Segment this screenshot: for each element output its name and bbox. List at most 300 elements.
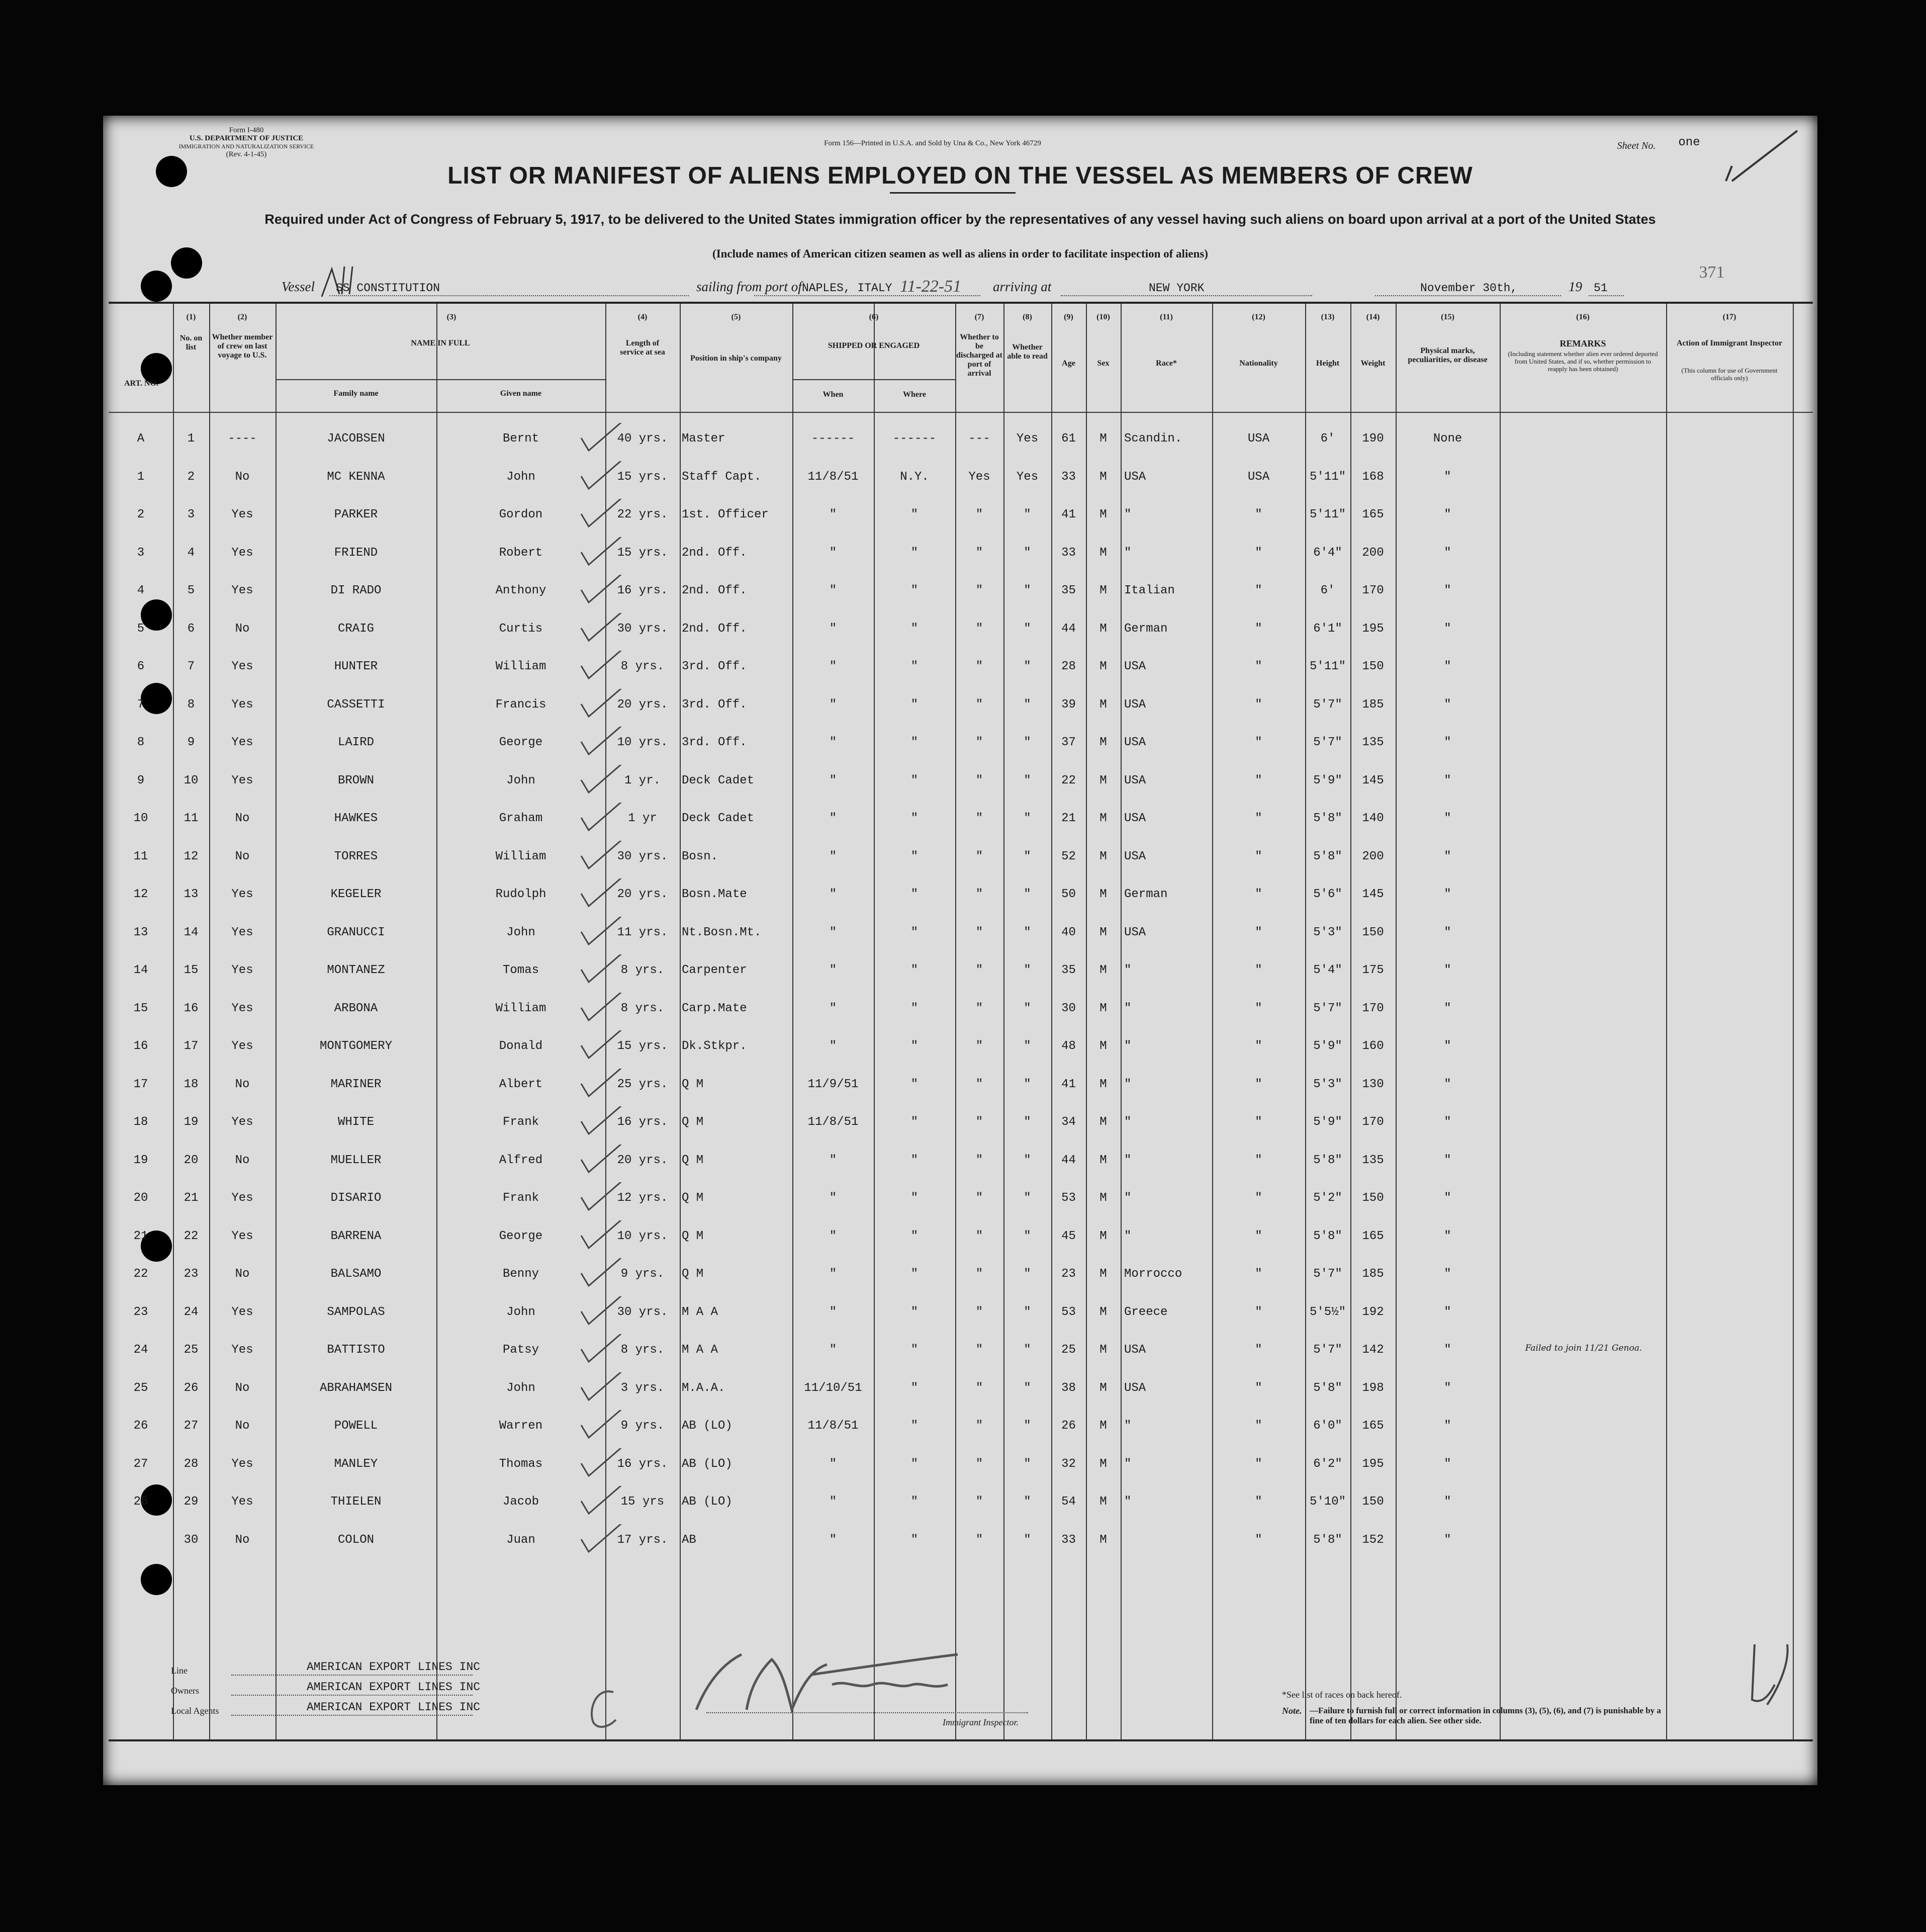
inspector-rule [706,1712,1028,1713]
weight-cell: 195 [1362,622,1384,636]
age-cell: 26 [1061,1419,1076,1433]
list-no-cell: 26 [184,1381,199,1395]
art-no-cell: 27 [133,1457,148,1471]
weight-cell: 195 [1362,1457,1384,1471]
col-able-to-read: Whether able to read [1007,343,1048,361]
able-to-read-cell: " [1024,546,1031,560]
weight-cell: 130 [1362,1077,1384,1091]
sex-cell: M [1099,963,1107,977]
race-cell: USA [1124,697,1146,712]
arrival-date-line [1375,295,1561,296]
weight-cell: 150 [1362,925,1384,939]
age-cell: 35 [1061,963,1076,977]
able-to-read-cell: " [1024,1153,1031,1167]
given-name-cell: Bernt [502,432,539,446]
nationality-cell: " [1255,1419,1262,1433]
col-num-9: (9) [1064,313,1073,321]
position-cell: 2nd. Off. [682,584,747,597]
list-no-cell: 17 [184,1039,199,1053]
given-name-cell: Warren [499,1419,543,1433]
nationality-cell: " [1255,1457,1262,1471]
able-to-read-cell: " [1024,1343,1031,1357]
art-no-cell: 10 [133,812,148,825]
race-cell: USA [1124,1381,1146,1395]
list-no-cell: 18 [184,1077,199,1091]
able-to-read-cell: " [1024,1381,1031,1395]
list-no-cell: 2 [187,470,195,484]
discharged-cell: " [975,1153,983,1167]
age-cell: 25 [1061,1343,1076,1357]
family-name-cell: DI RADO [330,584,382,597]
vessel-name-line [329,295,689,296]
nationality-cell: " [1255,1191,1262,1205]
height-cell: 5'11" [1309,508,1346,521]
family-name-cell: ABRAHAMSEN [319,1381,393,1395]
sex-cell: M [1099,1419,1107,1433]
race-cell: German [1124,888,1168,901]
art-no-cell: 1 [137,470,145,484]
able-to-read-cell: " [1024,508,1031,521]
owners-company-rule [231,1695,473,1696]
weight-cell: 150 [1362,660,1384,673]
able-to-read-cell: " [1024,1495,1031,1509]
weight-cell: 165 [1362,1419,1384,1433]
physical-marks-cell: " [1444,697,1451,712]
race-cell: USA [1124,736,1146,749]
nationality-cell: " [1255,849,1262,863]
art-no-cell: 23 [133,1305,148,1319]
sex-cell: M [1099,1077,1107,1091]
given-name-cell: Frank [502,1191,539,1205]
service-length-cell: 1 yr. [624,773,661,787]
position-cell: M A A [682,1343,718,1357]
art-no-cell: 21 [133,1229,148,1243]
nationality-cell: " [1255,1267,1262,1281]
family-name-cell: MUELLER [330,1153,382,1167]
prev-voyage-cell: Yes [231,925,253,939]
discharged-cell: " [975,736,983,749]
physical-marks-cell: " [1444,470,1451,484]
physical-marks-cell: " [1444,925,1451,939]
weight-cell: 152 [1362,1533,1384,1547]
discharged-cell: " [975,888,983,901]
art-no-cell: 16 [133,1039,148,1053]
discharged-cell: " [975,812,983,825]
col-race: Race* [1156,359,1177,368]
nationality-cell: " [1255,963,1262,977]
given-name-cell: Jacob [502,1495,539,1509]
height-cell: 5'5½" [1309,1305,1346,1319]
shipped-when-cell: " [829,736,837,749]
weight-cell: 170 [1362,1001,1384,1015]
able-to-read-cell: " [1024,1077,1031,1091]
service-length-cell: 8 yrs. [620,963,665,977]
height-cell: 6'2" [1313,1457,1342,1471]
shipped-where-cell: " [910,546,919,560]
age-cell: 40 [1061,925,1076,939]
agents-company-rule [231,1715,473,1716]
race-cell: " [1124,1457,1132,1471]
race-cell: " [1124,1495,1132,1509]
sex-cell: M [1099,1191,1107,1205]
check-mark-icon [579,1448,629,1478]
age-cell: 38 [1061,1381,1076,1395]
family-name-cell: GRANUCCI [327,925,385,939]
family-name-cell: MC KENNA [327,470,385,484]
nationality-cell: " [1255,622,1262,636]
age-cell: 28 [1061,660,1076,673]
check-mark-icon [579,1372,629,1402]
discharged-cell: " [975,508,983,521]
weight-cell: 160 [1362,1039,1384,1053]
able-to-read-cell: Yes [1016,470,1039,484]
position-cell: Bosn.Mate [682,888,747,901]
family-name-cell: PARKER [334,508,378,521]
family-name-cell: THIELEN [330,1495,382,1509]
family-name-cell: SAMPOLAS [327,1305,385,1319]
service-length-cell: 17 yrs. [617,1533,668,1547]
able-to-read-cell: " [1024,1457,1031,1471]
col-position: Position in ship's company [690,354,782,363]
position-cell: AB (LO) [682,1495,732,1509]
position-cell: Q M [682,1267,704,1281]
prev-voyage-cell: Yes [231,1495,253,1509]
age-cell: 39 [1061,697,1076,712]
service-length-cell: 20 yrs. [617,1153,668,1167]
given-name-cell: Tomas [502,963,539,977]
prev-voyage-cell: No [235,812,250,825]
list-no-cell: 16 [184,1001,199,1015]
shipped-where-cell: " [910,812,919,825]
position-cell: 3rd. Off. [682,736,747,749]
check-mark-icon [579,1145,629,1175]
shipped-when-cell: " [829,508,837,521]
shipped-when-cell: " [829,1229,837,1243]
height-cell: 5'3" [1313,925,1342,939]
nationality-cell: USA [1247,470,1270,484]
arriving-port: NEW YORK [1149,282,1205,295]
family-name-cell: KEGELER [330,888,382,901]
position-cell: Q M [682,1077,704,1091]
vessel-label: Vessel [282,279,315,294]
col-num-15: (15) [1441,313,1454,321]
position-cell: Deck Cadet [682,773,755,787]
prev-voyage-cell: Yes [231,1229,253,1243]
nationality-cell: " [1255,888,1262,901]
weight-cell: 145 [1362,888,1384,901]
race-cell: USA [1124,812,1146,825]
list-no-cell: 20 [184,1153,199,1167]
nationality-cell: " [1255,1381,1262,1395]
nationality-cell: " [1255,812,1262,825]
arriving-label: arriving at [993,279,1052,294]
shipped-when-cell: " [829,1305,837,1319]
check-mark-icon [579,613,629,643]
height-cell: 5'2" [1313,1191,1342,1205]
sex-cell: M [1099,1495,1107,1509]
service-length-cell: 1 yr [628,812,657,825]
col-remarks-note: (Including statement whether alien ever ordered deported from United States, and if so, whether permission to reapply has been obtained) [1508,350,1658,373]
age-cell: 50 [1061,888,1076,901]
note-label: Note. [1282,1706,1302,1716]
inspector-signature [686,1634,968,1715]
sex-cell: M [1099,1305,1107,1319]
prev-voyage-cell: No [235,470,250,484]
sex-cell: M [1099,1001,1107,1015]
family-name-cell: HAWKES [334,812,378,825]
shipped-when-cell: 11/10/51 [804,1381,862,1395]
race-cell: " [1124,546,1132,560]
height-cell: 5'6" [1313,888,1342,901]
col-given-name: Given name [500,389,542,398]
service-length-cell: 3 yrs. [620,1381,665,1395]
shipped-when-cell: " [829,963,837,977]
race-cell: " [1124,1229,1132,1243]
height-cell: 5'4" [1313,963,1342,977]
list-no-cell: 11 [184,812,199,825]
check-mark-icon [579,537,629,567]
position-cell: Dk.Stkpr. [682,1039,747,1053]
position-cell: AB (LO) [682,1457,732,1471]
sex-cell: M [1099,1343,1107,1357]
given-name-cell: Juan [506,1533,535,1547]
col-remarks: REMARKS [1560,338,1606,348]
check-mark-icon [579,423,629,453]
shipped-when-cell: " [829,812,837,825]
height-cell: 6'0" [1313,1419,1342,1433]
check-mark-icon [579,651,629,681]
page-title: LIST OR MANIFEST OF ALIENS EMPLOYED ON THE VESSEL AS MEMBERS OF CREW [447,162,1473,189]
weight-cell: 170 [1362,1115,1384,1129]
position-cell: M A A [682,1305,718,1319]
service-length-cell: 15 yrs [620,1495,665,1509]
height-cell: 5'3" [1313,1077,1342,1091]
family-name-cell: CASSETTI [327,697,385,712]
check-mark-icon [579,1106,629,1136]
physical-marks-cell: " [1444,1267,1451,1281]
given-name-cell: Benny [502,1267,539,1281]
race-cell: " [1124,1153,1132,1167]
nationality-cell: " [1255,660,1262,673]
given-name-cell: George [499,736,543,749]
sex-cell: M [1099,773,1107,787]
discharged-cell: " [975,925,983,939]
physical-marks-cell: " [1444,963,1451,977]
col-nationality: Nationality [1239,359,1278,368]
service-length-cell: 16 yrs. [617,1115,668,1129]
position-cell: 3rd. Off. [682,660,747,673]
height-cell: 5'9" [1313,773,1342,787]
family-name-cell: BROWN [337,773,374,787]
shipped-when-cell: " [829,925,837,939]
discharged-cell: " [975,1343,983,1357]
prev-voyage-cell: Yes [231,584,253,597]
shipped-where-cell: " [910,1305,919,1319]
col-inspector-action: Action of Immigrant Inspector [1676,339,1783,347]
check-mark-icon [579,803,629,833]
prev-voyage-cell: No [235,1077,250,1091]
list-no-cell: 6 [187,622,195,636]
sex-cell: M [1099,622,1107,636]
race-cell: USA [1124,773,1146,787]
nationality-cell: " [1255,1001,1262,1015]
weight-cell: 192 [1362,1305,1384,1319]
weight-cell: 175 [1362,963,1384,977]
check-mark-icon [579,461,629,491]
age-cell: 54 [1061,1495,1076,1509]
position-cell: Q M [682,1153,704,1167]
race-cell: USA [1124,849,1146,863]
age-cell: 52 [1061,849,1076,863]
remarks-cell: Failed to join 11/21 Genoa. [1525,1343,1642,1353]
discharged-cell: " [975,1267,983,1281]
physical-marks-cell: " [1444,1001,1451,1015]
nationality-cell: " [1255,773,1262,787]
sex-cell: M [1099,470,1107,484]
discharged-cell: " [975,584,983,597]
height-cell: 5'8" [1313,1381,1342,1395]
family-name-cell: TORRES [334,849,378,863]
list-no-cell: 10 [184,773,199,787]
prev-voyage-cell: ---- [228,432,257,446]
race-cell: " [1124,1001,1132,1015]
art-no-cell: 2 [137,508,145,521]
weight-cell: 150 [1362,1191,1384,1205]
physical-marks-cell: " [1444,849,1451,863]
art-no-cell: 14 [133,963,148,977]
prev-voyage-cell: No [235,1533,250,1547]
col-prev-voyage: Whether member of crew on last voyage to U.S. [212,333,273,360]
inspector-label: Immigrant Inspector. [943,1717,1019,1727]
page-subtitle: Required under Act of Congress of February 5, 1917, to be delivered to the United States immigration officer by the representatives of any vessel having such aliens on board upon arrival at a port of the United States [264,212,1656,227]
shipped-where-cell: " [910,584,919,597]
col-discharged: Whether to be discharged at port of arrival [956,333,1002,378]
position-cell: Q M [682,1115,704,1129]
physical-marks-cell: " [1444,1305,1451,1319]
check-mark-icon [579,575,629,605]
shipped-when-cell: " [829,1495,837,1509]
col-num-14: (14) [1366,313,1380,321]
prev-voyage-cell: Yes [231,773,253,787]
shipped-where-cell: " [910,888,919,901]
check-mark-icon [579,1220,629,1251]
discharged-cell: " [975,697,983,712]
shipped-when-cell: " [829,622,837,636]
physical-marks-cell: " [1444,736,1451,749]
position-cell: Q M [682,1191,704,1205]
art-no-cell: 15 [133,1001,148,1015]
discharged-cell: " [975,1533,983,1547]
prev-voyage-cell: No [235,1419,250,1433]
check-mark-icon [579,954,629,985]
check-mark-icon [579,689,629,719]
prev-voyage-cell: Yes [231,963,253,977]
check-mark-icon [579,1334,629,1364]
col-shipped-engaged: SHIPPED OR ENGAGED [828,341,920,350]
discharged-cell: " [975,1191,983,1205]
check-mark-icon [579,917,629,947]
height-cell: 5'11" [1309,660,1346,673]
col-num-10: (10) [1096,313,1110,321]
art-no-cell: 12 [133,888,148,901]
shipped-where-cell: " [910,697,919,712]
family-name-cell: MONTANEZ [327,963,385,977]
race-cell: " [1124,508,1132,521]
race-cell: " [1124,1419,1132,1433]
list-no-cell: 9 [187,736,195,749]
discharged-cell: " [975,1001,983,1015]
family-name-cell: BALSAMO [330,1267,382,1281]
physical-marks-cell: " [1444,1533,1451,1547]
family-name-cell: MANLEY [334,1457,378,1471]
weight-cell: 140 [1362,812,1384,825]
list-no-cell: 21 [184,1191,199,1205]
col-weight: Weight [1360,359,1386,368]
service-name: IMMIGRATION AND NATURALIZATION SERVICE [178,143,314,150]
service-length-cell: 15 yrs. [617,470,668,484]
nationality-cell: " [1255,1229,1262,1243]
nationality-cell: " [1255,1153,1262,1167]
age-cell: 48 [1061,1039,1076,1053]
sex-cell: M [1099,1153,1107,1167]
shipped-when-cell: " [829,1343,837,1357]
age-cell: 33 [1061,1533,1076,1547]
height-cell: 5'11" [1309,470,1346,484]
able-to-read-cell: " [1024,925,1031,939]
prev-voyage-cell: Yes [231,508,253,521]
title-underline [890,192,1016,194]
able-to-read-cell: " [1024,888,1031,901]
height-cell: 5'9" [1313,1115,1342,1129]
shipped-when-cell: " [829,697,837,712]
shipped-where-cell: N.Y. [900,470,929,484]
race-cell: USA [1124,470,1146,484]
race-cell: " [1124,1115,1132,1129]
weight-cell: 200 [1362,546,1384,560]
race-cell: Greece [1124,1305,1168,1319]
height-cell: 6'1" [1313,622,1342,636]
given-name-cell: Gordon [499,508,543,521]
able-to-read-cell: " [1024,773,1031,787]
col-num-13: (13) [1321,313,1335,321]
family-name-cell: DISARIO [330,1191,382,1205]
shipped-where-cell: " [910,1191,919,1205]
shipped-where-cell: " [910,1419,919,1433]
fine-note: —Failure to furnish full or correct information in columns (3), (5), (6), and (7) is punishable by a fine of ten dollars for each alien. See other side. [1310,1706,1661,1725]
nationality-cell: " [1255,925,1262,939]
position-cell: AB [682,1533,696,1547]
age-cell: 53 [1061,1305,1076,1319]
position-cell: 2nd. Off. [682,622,747,636]
able-to-read-cell: " [1024,1191,1031,1205]
given-name-cell: Robert [499,546,543,560]
height-cell: 5'7" [1313,1001,1342,1015]
family-name-cell: WHITE [337,1115,374,1129]
given-name-cell: John [506,925,535,939]
discharged-cell: " [975,1077,983,1091]
handwritten-sailing-date: 11-22-51 [900,277,962,296]
given-name-cell: Graham [499,812,543,825]
col-num-11: (11) [1160,313,1173,321]
discharged-cell: " [975,1305,983,1319]
given-name-cell: Francis [495,697,546,712]
form-revision: (Rev. 4-1-45) [226,150,267,158]
service-length-cell: 8 yrs. [620,1001,665,1015]
shipped-where-cell: " [910,849,919,863]
height-cell: 6'4" [1313,546,1342,560]
check-mark-icon [579,1524,629,1554]
given-name-cell: George [499,1229,543,1243]
